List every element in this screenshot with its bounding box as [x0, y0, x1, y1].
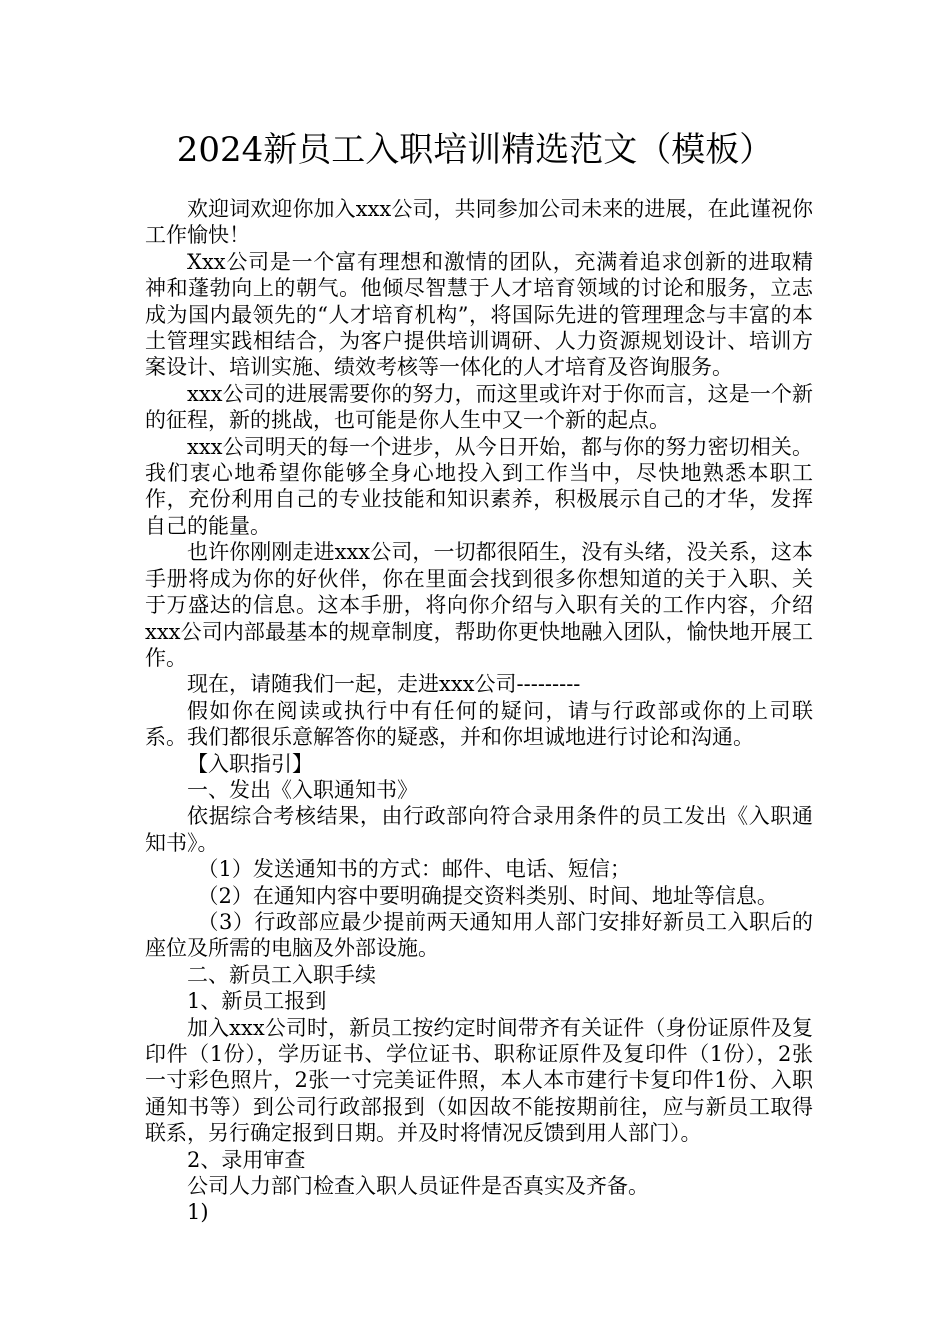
- paragraph-questions: 假如你在阅读或执行中有任何的疑问，请与行政部或你的上司联系。我们都很乐意解答你的疑惑，并和你坦诚地进行讨论和沟通。: [145, 698, 813, 750]
- subheading-review: 2、录用审查: [187, 1147, 306, 1172]
- section-heading-onboarding-guide: 【入职指引】: [187, 751, 313, 776]
- list-item-1: 1): [187, 1200, 209, 1225]
- section-heading-offer-letter: 一、发出《入职通知书》: [187, 777, 418, 802]
- list-item-notify-content: （2）在通知内容中要明确提交资料类别、时间、地址等信息。: [197, 883, 778, 908]
- paragraph-welcome: 欢迎词欢迎你加入xxx公司，共同参加公司未来的进展，在此谨祝你工作愉快！: [145, 197, 813, 248]
- paragraph-review: 公司人力部门检查入职人员证件是否真实及齐备。: [187, 1174, 649, 1199]
- document-title: 2024新员工入职培训精选范文（模板）: [176, 130, 774, 170]
- document-body: [145, 196, 813, 1226]
- section-heading-onboarding-procedures: 二、新员工入职手续: [187, 962, 376, 987]
- paragraph-now: 现在，请随我们一起，走进xxx公司---------: [187, 672, 581, 697]
- paragraph-progress: xxx公司明天的每一个进步，从今日开始，都与你的努力密切相关。我们衷心地希望你能够全身心地投入到工作当中，尽快地熟悉本职工作，充份利用自己的专业技能和知识素养，积极展示自己的才华，发挥自己的能量。: [145, 434, 813, 538]
- list-item-notify-method: （1）发送通知书的方式：邮件、电话、短信；: [197, 857, 631, 882]
- paragraph-offer-letter: 依据综合考核结果，由行政部向符合录用条件的员工发出《入职通知书》。: [145, 804, 813, 855]
- paragraph-handbook: 也许你刚刚走进xxx公司，一切都很陌生，没有头绪，没关系，这本手册将成为你的好伙伴，你在里面会找到很多你想知道的关于入职、关于万盛达的信息。这本手册，将向你介绍与入职有关的工作内容，介绍xxx公司内部最基本的规章制度，帮助你更快地融入团队，愉快地开展工作。: [145, 540, 813, 670]
- paragraph-effort: xxx公司的进展需要你的努力，而这里或许对于你而言，这是一个新的征程，新的挑战，也可能是你人生中又一个新的起点。: [145, 381, 813, 433]
- subheading-report: 1、新员工报到: [187, 989, 327, 1014]
- list-item-notify-department: （3）行政部应最少提前两天通知用人部门安排好新员工入职后的座位及所需的电脑及外部设施。: [145, 909, 813, 961]
- paragraph-company-intro: Xxx公司是一个富有理想和激情的团队，充满着追求创新的进取精神和蓬勃向上的朝气。他倾尽智慧于人才培育领域的讨论和服务，立志成为国内最领先的“人才培育机构”，将国际先进的管理理念与丰富的本土管理实践相结合，为客户提供培训调研、人力资源规划设计、培训方案设计、培训实施、绩效考核等一体化的人才培育及咨询服务。: [145, 249, 813, 380]
- paragraph-report: 加入xxx公司时，新员工按约定时间带齐有关证件（身份证原件及复印件（1份），学历证书、学位证书、职称证原件及复印件（1份），2张一寸彩色照片，2张一寸完美证件照，本人本市建行卡复印件1份、入职通知书等）到公司行政部报到（如因故不能按期前往，应与新员工取得联系，另行确定报到日期。并及时将情况反馈到用人部门）。: [145, 1015, 813, 1146]
